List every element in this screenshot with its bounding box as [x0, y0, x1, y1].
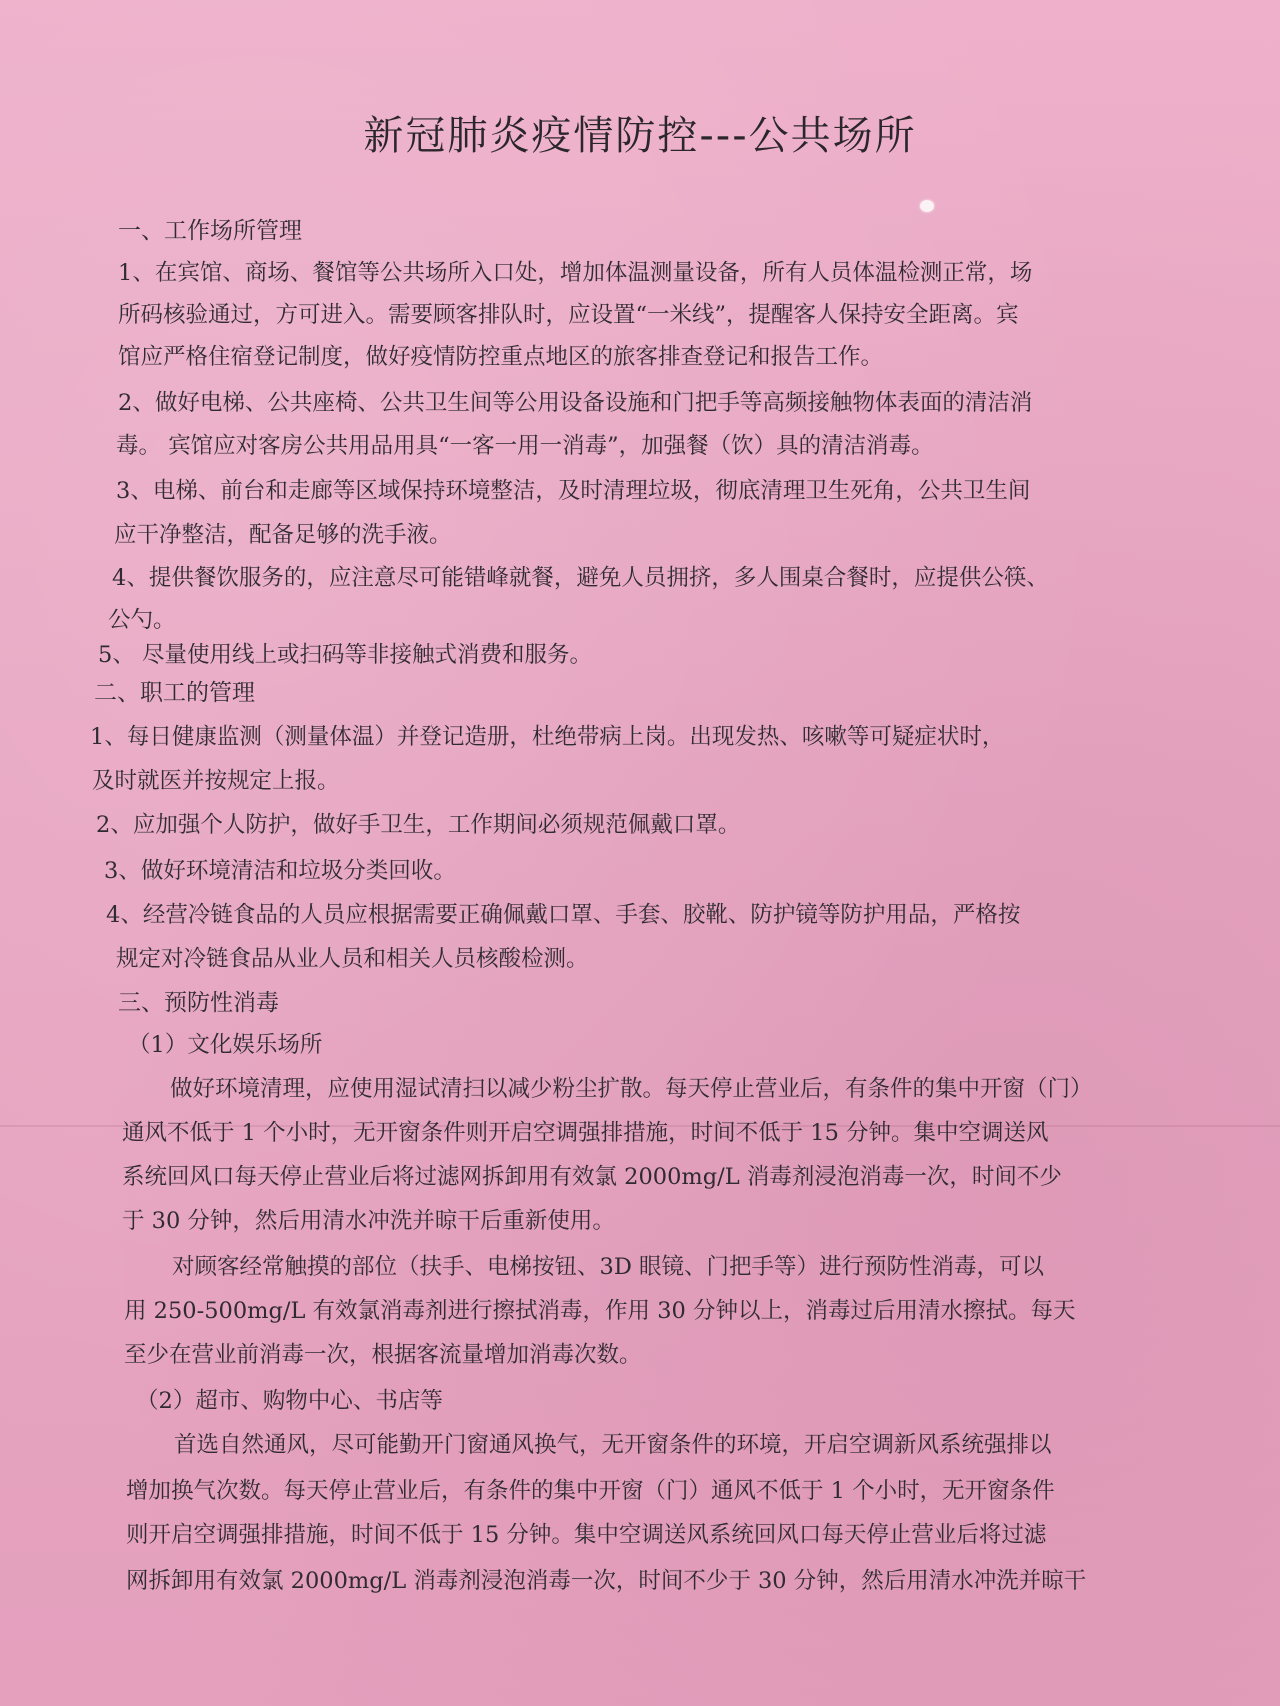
- section-heading-staff: 二、职工的管理: [94, 680, 255, 706]
- paragraph-line: 系统回风口每天停止营业后将过滤网拆卸用有效氯 2000mg/L 消毒剂浸泡消毒一次，时间不少: [122, 1164, 1062, 1190]
- subsection-heading: （2）超市、购物中心、书店等: [136, 1388, 443, 1414]
- paper-hole: [920, 200, 934, 212]
- paragraph-line: 所码核验通过，方可进入。需要顾客排队时，应设置“一米线”，提醒客人保持安全距离。宾: [118, 302, 1019, 328]
- paragraph-line: 规定对冷链食品从业人员和相关人员核酸检测。: [116, 946, 589, 972]
- paragraph-line: 毒。 宾馆应对客房公共用品用具“一客一用一消毒”，加强餐（饮）具的清洁消毒。: [116, 433, 934, 459]
- section-heading-disinfection: 三、预防性消毒: [118, 990, 279, 1016]
- paragraph-line: 公勺。: [108, 607, 176, 633]
- paragraph-line: 至少在营业前消毒一次，根据客流量增加消毒次数。: [124, 1342, 642, 1368]
- paragraph-line: 1、每日健康监测（测量体温）并登记造册，杜绝带病上岗。出现发热、咳嗽等可疑症状时，: [90, 724, 1005, 750]
- paragraph-line: 4、提供餐饮服务的，应注意尽可能错峰就餐，避免人员拥挤，多人围桌合餐时，应提供公筷、: [112, 565, 1049, 591]
- paragraph-line: 应干净整洁，配备足够的洗手液。: [114, 522, 452, 548]
- paragraph-line: 5、 尽量使用线上或扫码等非接触式消费和服务。: [98, 642, 592, 668]
- paragraph-line: 通风不低于 1 个小时，无开窗条件则开启空调强排措施，时间不低于 15 分钟。集中空调送风: [122, 1120, 1049, 1146]
- subsection-heading: （1）文化娱乐场所: [128, 1032, 323, 1058]
- paragraph-line: 于 30 分钟，然后用清水冲洗并晾干后重新使用。: [122, 1208, 615, 1234]
- document-title: 新冠肺炎疫情防控---公共场所: [363, 113, 917, 159]
- paragraph-line: 用 250-500mg/L 有效氯消毒剂进行擦拭消毒，作用 30 分钟以上，消毒过后用清水擦拭。每天: [124, 1298, 1076, 1324]
- paragraph-line: 做好环境清理，应使用湿试清扫以减少粉尘扩散。每天停止营业后，有条件的集中开窗（门）: [170, 1076, 1093, 1102]
- paragraph-line: 1、在宾馆、商场、餐馆等公共场所入口处，增加体温测量设备，所有人员体温检测正常，场: [118, 260, 1033, 286]
- paragraph-line: 馆应严格住宿登记制度，做好疫情防控重点地区的旅客排查登记和报告工作。: [118, 344, 884, 370]
- paragraph-line: 增加换气次数。每天停止营业后，有条件的集中开窗（门）通风不低于 1 个小时，无开窗条件: [126, 1478, 1055, 1504]
- paragraph-line: 对顾客经常触摸的部位（扶手、电梯按钮、3D 眼镜、门把手等）进行预防性消毒，可以: [172, 1254, 1045, 1280]
- paragraph-line: 4、经营冷链食品的人员应根据需要正确佩戴口罩、手套、胶靴、防护镜等防护用品，严格按: [106, 902, 1021, 928]
- paragraph-line: 则开启空调强排措施，时间不低于 15 分钟。集中空调送风系统回风口每天停止营业后将过滤: [126, 1522, 1047, 1548]
- paragraph-line: 2、应加强个人防护，做好手卫生，工作期间必须规范佩戴口罩。: [96, 812, 741, 838]
- section-heading-workplace: 一、工作场所管理: [118, 218, 302, 244]
- paragraph-line: 3、电梯、前台和走廊等区域保持环境整洁，及时清理垃圾，彻底清理卫生死角，公共卫生间: [116, 478, 1031, 504]
- paragraph-line: 及时就医并按规定上报。: [92, 768, 340, 794]
- paragraph-line: 2、做好电梯、公共座椅、公共卫生间等公用设备设施和门把手等高频接触物体表面的清洁消: [118, 390, 1033, 416]
- paragraph-line: 3、做好环境清洁和垃圾分类回收。: [104, 858, 456, 884]
- paragraph-line: 网拆卸用有效氯 2000mg/L 消毒剂浸泡消毒一次，时间不少于 30 分钟，然后用清水冲洗并晾干: [126, 1568, 1087, 1594]
- paragraph-line: 首选自然通风，尽可能勤开门窗通风换气，无开窗条件的环境，开启空调新风系统强排以: [174, 1432, 1052, 1458]
